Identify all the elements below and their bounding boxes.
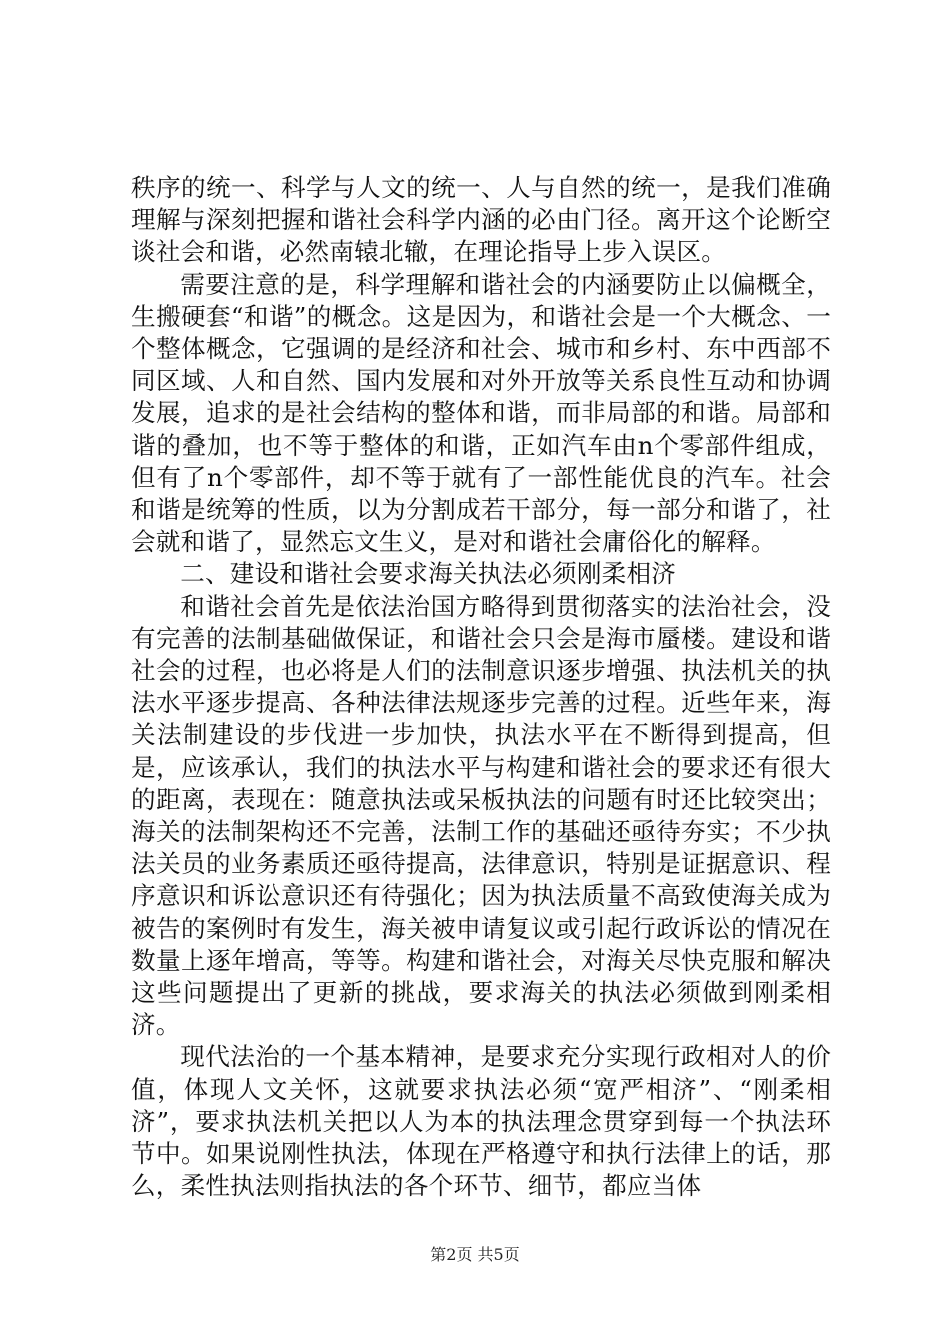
page-number-footer: 第2页 共5页	[430, 1245, 520, 1264]
document-body	[131, 172, 831, 1203]
paragraph-4: 现代法治的一个基本精神，是要求充分实现行政相对人的价值，体现人文关怀，这就要求执法必须“宽严相济”、“刚柔相济”，要求执法机关把以人为本的执法理念贯穿到每一个执法环节中。如果说刚性执法，体现在严格遵守和执行法律上的话，那么，柔性执法则指执法的各个环节、细节，都应当体	[131, 1042, 831, 1201]
paragraph-1: 秩序的统一、科学与人文的统一、人与自然的统一，是我们准确理解与深刻把握和谐社会科学内涵的必由门径。离开这个论断空谈社会和谐，必然南辕北辙，在理论指导上步入误区。	[131, 173, 831, 267]
paragraph-3: 和谐社会首先是依法治国方略得到贯彻落实的法治社会，没有完善的法制基础做保证，和谐社会只会是海市蜃楼。建设和谐社会的过程，也必将是人们的法制意识逐步增强、执法机关的执法水平逐步提高、各种法律法规逐步完善的过程。近些年来，海关法制建设的步伐进一步加快，执法水平在不断得到提高，但是，应该承认，我们的执法水平与构建和谐社会的要求还有很大的距离，表现在：随意执法或呆板执法的问题有时还比较突出；海关的法制架构还不完善，法制工作的基础还亟待夯实；不少执法关员的业务素质还亟待提高，法律意识，特别是证据意识、程序意识和诉讼意识还有待强化；因为执法质量不高致使海关成为被告的案例时有发生，海关被申请复议或引起行政诉讼的情况在数量上逐年增高，等等。构建和谐社会，对海关尽快克服和解决这些问题提出了更新的挑战，要求海关的执法必须做到刚柔相济。	[131, 591, 831, 1040]
paragraph-2: 需要注意的是，科学理解和谐社会的内涵要防止以偏概全，生搬硬套“和谐”的概念。这是因为，和谐社会是一个大概念、一个整体概念，它强调的是经济和社会、城市和乡村、东中西部不同区域、人和自然、国内发展和对外开放等关系良性互动和协调发展，追求的是社会结构的整体和谐，而非局部的和谐。局部和谐的叠加，也不等于整体的和谐，正如汽车由n个零部件组成，但有了n个零部件，却不等于就有了一部性能优良的汽车。社会和谐是统筹的性质，以为分割成若干部分，每一部分和谐了，社会就和谐了，显然忘文生义，是对和谐社会庸俗化的解释。	[131, 269, 831, 557]
section-heading: 二、建设和谐社会要求海关执法必须刚柔相济	[180, 559, 677, 589]
